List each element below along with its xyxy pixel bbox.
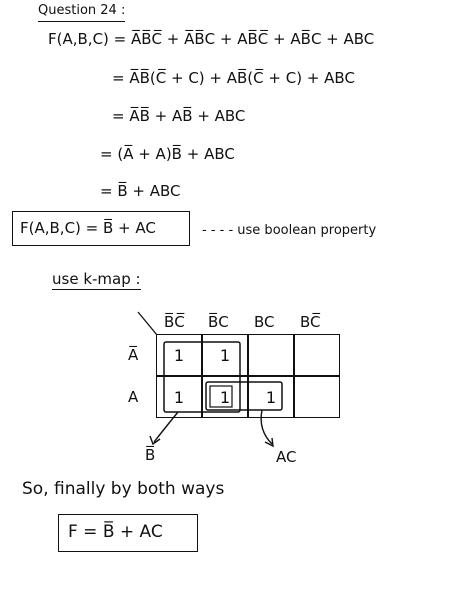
derivation-line-5: = B̅ + ABC: [100, 182, 181, 200]
group-loop-inner: [210, 386, 232, 407]
group-label-ac: AC: [276, 448, 297, 466]
kmap-col-header-2: BC: [254, 313, 275, 331]
group-loop-b-bar: [164, 342, 240, 412]
kmap-row-header-0: A̅: [128, 346, 139, 364]
kmap-cell: 1: [202, 334, 248, 376]
kmap-corner-diagonal: [138, 312, 157, 335]
boolean-property-note: - - - - use boolean property: [202, 223, 377, 238]
derivation-line-2: = A̅B̅(C̅ + C) + AB̅(C̅ + C) + ABC: [112, 69, 355, 87]
kmap-heading: use k-map :: [52, 270, 141, 288]
kmap-cell: 1: [156, 376, 202, 418]
kmap-col-header-3: BC̅: [300, 313, 321, 331]
derivation-line-1: F(A,B,C) = A̅B̅C̅ + A̅B̅C + AB̅C̅ + AB̅C + ABC: [48, 30, 375, 48]
final-answer: F = B̅ + AC: [68, 522, 163, 542]
kmap-col-header-0: B̅C̅: [164, 313, 185, 331]
kmap-cell: 1: [156, 334, 202, 376]
arrow-head-ac: [265, 438, 273, 446]
conclusion-text: So, finally by both ways: [22, 479, 225, 499]
kmap-row-header-1: A: [128, 388, 139, 406]
group-label-b-bar: B̅: [145, 446, 156, 464]
result-expression: F(A,B,C) = B̅ + AC: [20, 219, 156, 237]
arrow-to-ac: [261, 410, 272, 444]
kmap-cell: 1: [248, 376, 294, 418]
derivation-line-4: = (A̅ + A)B̅ + ABC: [100, 145, 235, 163]
kmap-col-header-1: B̅C: [208, 313, 229, 331]
question-title: Question 24 :: [38, 2, 125, 22]
kmap-cell: 1: [202, 376, 248, 418]
arrow-to-b-bar: [154, 412, 178, 442]
derivation-line-3: = A̅B̅ + AB̅ + ABC: [112, 107, 246, 125]
